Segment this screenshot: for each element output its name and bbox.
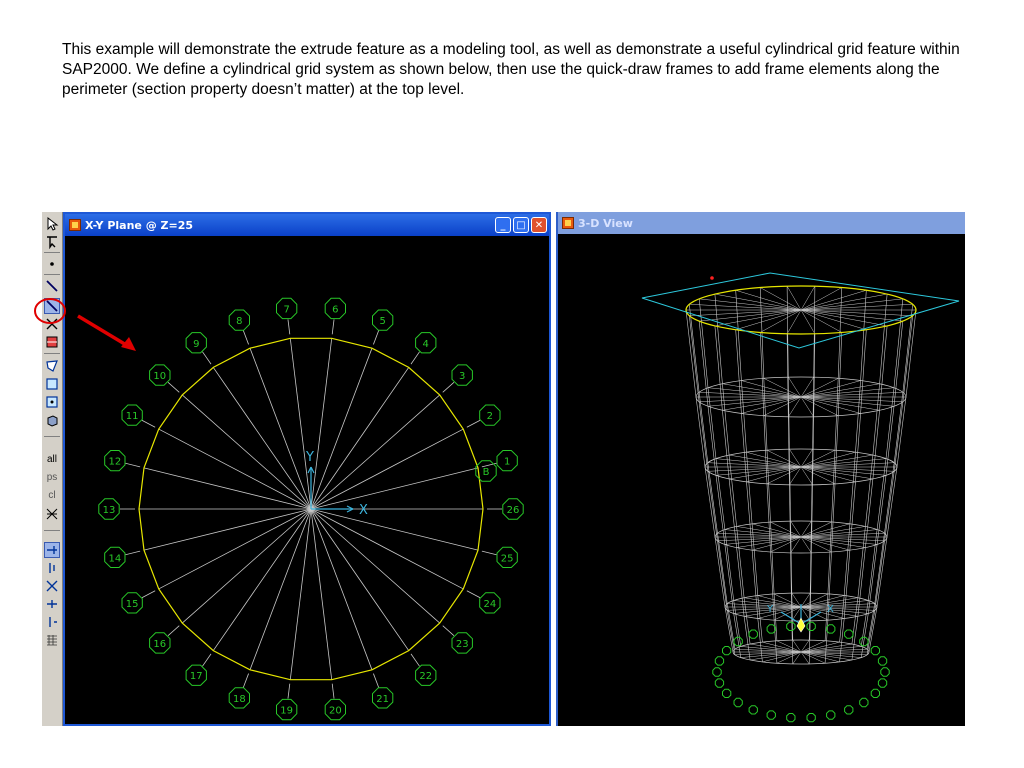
- base-grid-bubble: [723, 689, 731, 697]
- grid-radial-line: [311, 509, 478, 550]
- wire-spoke: [767, 467, 801, 484]
- rubberband-pointer-icon[interactable]: [44, 234, 60, 250]
- maximize-button[interactable]: □: [513, 217, 529, 233]
- wire-spoke: [760, 288, 801, 310]
- grid-bubble-label: 20: [328, 705, 342, 717]
- base-grid-bubble: [878, 679, 886, 687]
- window-title: 3-D View: [578, 216, 633, 230]
- wire-column: [736, 290, 763, 642]
- sap-app-icon: [69, 219, 81, 231]
- grid-radial-line: [144, 509, 311, 550]
- draw-toolbar: [42, 212, 63, 726]
- grid-bubble-label: 18: [233, 693, 246, 705]
- base-grid-bubble: [845, 630, 853, 638]
- base-grid-bubble: [871, 689, 879, 697]
- base-grid-bubble: [787, 714, 795, 722]
- base-grid-bubble: [787, 622, 795, 630]
- wire-spoke: [801, 378, 838, 397]
- 3d-x-label: X: [827, 604, 834, 615]
- grid-bubble-label: 17: [189, 671, 203, 683]
- snap-fine-grid-icon[interactable]: [44, 632, 60, 648]
- select-all-icon[interactable]: all: [46, 454, 57, 465]
- grid-bubble-label: 3: [459, 371, 466, 383]
- grid-bubble-label: 4: [422, 338, 429, 350]
- bubble-leader: [443, 626, 454, 636]
- grid-bubble-label: 10: [153, 371, 167, 383]
- quick-draw-frame-icon[interactable]: [44, 298, 60, 314]
- minimize-button[interactable]: _: [495, 217, 511, 233]
- grid-bubble-label: 8: [236, 316, 243, 328]
- wire-column: [787, 286, 793, 640]
- bubble-leader: [482, 551, 497, 555]
- bubble-leader: [243, 330, 248, 344]
- grid-bubble-label: 6: [332, 304, 339, 316]
- pointer-icon[interactable]: [44, 216, 60, 232]
- grid-bubble-extra-label: B: [482, 467, 490, 478]
- wire-spoke: [764, 378, 801, 397]
- grid-bubble-label: 26: [506, 505, 520, 516]
- 3d-view-titlebar[interactable]: [558, 212, 965, 234]
- grid-bubble-label: 15: [125, 598, 139, 610]
- grid-bubble-label: 7: [283, 304, 290, 316]
- base-grid-bubble: [871, 647, 879, 655]
- grid-bubble-label: 19: [280, 705, 294, 717]
- grid-radial-line: [144, 468, 311, 509]
- wire-column: [809, 286, 815, 640]
- grid-radial-line: [311, 468, 478, 509]
- draw-joint-icon[interactable]: [44, 256, 60, 272]
- bubble-leader: [126, 551, 141, 555]
- draw-frame-icon[interactable]: [44, 278, 60, 294]
- base-grid-bubble: [723, 647, 731, 655]
- base-grid-bubble: [807, 714, 815, 722]
- grid-bubble-label: 12: [108, 456, 122, 468]
- wire-spoke: [801, 450, 835, 467]
- grid-bubble-label: 13: [102, 505, 116, 516]
- bubble-leader: [332, 319, 334, 334]
- wire-column: [840, 290, 867, 642]
- base-grid-bubble: [860, 698, 868, 706]
- bubble-leader: [467, 591, 480, 598]
- bubble-leader: [168, 382, 179, 392]
- snap-ends-icon[interactable]: [44, 560, 60, 576]
- snap-points-icon[interactable]: [44, 542, 60, 558]
- wire-spoke: [801, 310, 842, 332]
- draw-rect-area-icon[interactable]: [44, 376, 60, 392]
- grid-radial-line: [311, 509, 372, 670]
- wire-spoke: [764, 397, 801, 416]
- grid-bubble-label: 16: [153, 638, 167, 650]
- bubble-leader: [142, 420, 155, 427]
- grid-bubble-label: 11: [125, 411, 139, 423]
- snap-lines-icon[interactable]: [44, 614, 60, 630]
- bubble-leader: [373, 674, 378, 688]
- wire-column: [867, 304, 913, 649]
- grid-bubble-label: 24: [483, 598, 497, 610]
- base-grid-bubble: [749, 706, 757, 714]
- 3d-view-window[interactable]: [556, 212, 965, 726]
- wire-column: [699, 299, 741, 647]
- wire-spoke: [801, 288, 842, 310]
- grid-bubble-label: 14: [108, 553, 122, 565]
- grid-radial-line: [311, 348, 372, 509]
- base-grid-bubble: [734, 698, 742, 706]
- base-grid-bubble: [749, 630, 757, 638]
- grid-bubble-label: 21: [376, 693, 389, 705]
- wire-spoke: [771, 522, 801, 537]
- grid-bubble-label: 23: [455, 638, 469, 650]
- bubble-leader: [373, 330, 378, 344]
- bubble-leader: [126, 463, 141, 467]
- wire-spoke: [801, 537, 831, 552]
- base-grid-bubble: [715, 657, 723, 665]
- grid-bubble-label: 9: [193, 338, 200, 350]
- grid-bubble-label: 25: [500, 553, 514, 565]
- bubble-leader: [288, 684, 290, 699]
- base-grid-bubble: [827, 711, 835, 719]
- bubble-leader: [467, 420, 480, 427]
- origin-marker: [797, 618, 805, 632]
- xy-plane-titlebar[interactable]: [65, 214, 549, 236]
- plan-canvas[interactable]: [65, 236, 549, 726]
- draw-link-icon[interactable]: [44, 334, 60, 350]
- bubble-leader: [411, 654, 420, 666]
- bubble-leader: [142, 591, 155, 598]
- close-button[interactable]: ✕: [531, 217, 547, 233]
- base-grid-bubble: [807, 622, 815, 630]
- 3d-y-label: Y: [767, 604, 774, 615]
- window-title: X-Y Plane @ Z=25: [85, 218, 194, 232]
- clear-selection-icon[interactable]: cl: [48, 490, 56, 501]
- wire-spoke: [801, 397, 838, 416]
- bubble-leader: [202, 352, 211, 364]
- grid-bubble-label: 2: [486, 411, 494, 423]
- snap-perpendicular-icon[interactable]: [44, 596, 60, 612]
- 3d-canvas[interactable]: [558, 234, 965, 726]
- grid-radial-line: [250, 509, 311, 670]
- base-grid-bubble: [767, 711, 775, 719]
- grid-bubble-label: 22: [419, 671, 433, 683]
- bubble-leader: [243, 674, 248, 688]
- wire-spoke: [801, 467, 835, 484]
- bubble-leader: [411, 352, 420, 364]
- bubble-leader: [202, 654, 211, 666]
- wire-spoke: [771, 537, 801, 552]
- bubble-leader: [443, 382, 454, 392]
- intro-paragraph: This example will demonstrate the extrude feature as a modeling tool, as well as demonstrate a useful cylindrical grid feature within SAP2000. We define a cylindrical grid system as shown below, then use the quick-draw frames to add frame elements along the perimeter (section property doesn’t matter) at the top level.: [62, 41, 960, 98]
- draw-brace-icon[interactable]: [44, 316, 60, 332]
- x-axis-label: X: [359, 503, 368, 518]
- draw-poly-area-icon[interactable]: [44, 358, 60, 374]
- base-grid-bubble: [715, 679, 723, 687]
- quick-draw-area-icon[interactable]: [44, 394, 60, 410]
- previous-selection-icon[interactable]: ps: [46, 472, 58, 483]
- bubble-leader: [288, 319, 290, 334]
- bubble-leader: [332, 684, 334, 699]
- base-grid-bubble: [827, 625, 835, 633]
- snap-intersection-icon[interactable]: [44, 578, 60, 594]
- snap-grid-icon[interactable]: [44, 506, 60, 522]
- y-axis-label: Y: [306, 450, 314, 465]
- grid-bubble-label: 1: [503, 456, 511, 468]
- grid-radial-line: [250, 348, 311, 509]
- bubble-leader: [168, 626, 179, 636]
- wire-column: [689, 304, 735, 649]
- draw-solid-icon[interactable]: [44, 412, 60, 428]
- grid-bubble-label: 5: [379, 316, 386, 328]
- selection-point: [710, 276, 714, 280]
- base-grid-bubble: [713, 668, 721, 676]
- xy-plane-window[interactable]: [63, 212, 551, 726]
- base-grid-bubble: [881, 668, 889, 676]
- wire-spoke: [801, 522, 831, 537]
- base-grid-bubble: [767, 625, 775, 633]
- wire-spoke: [767, 450, 801, 467]
- sap-app-icon: [562, 217, 574, 229]
- wire-column: [861, 299, 903, 647]
- base-grid-bubble: [845, 706, 853, 714]
- wire-spoke: [760, 310, 801, 332]
- base-grid-bubble: [878, 657, 886, 665]
